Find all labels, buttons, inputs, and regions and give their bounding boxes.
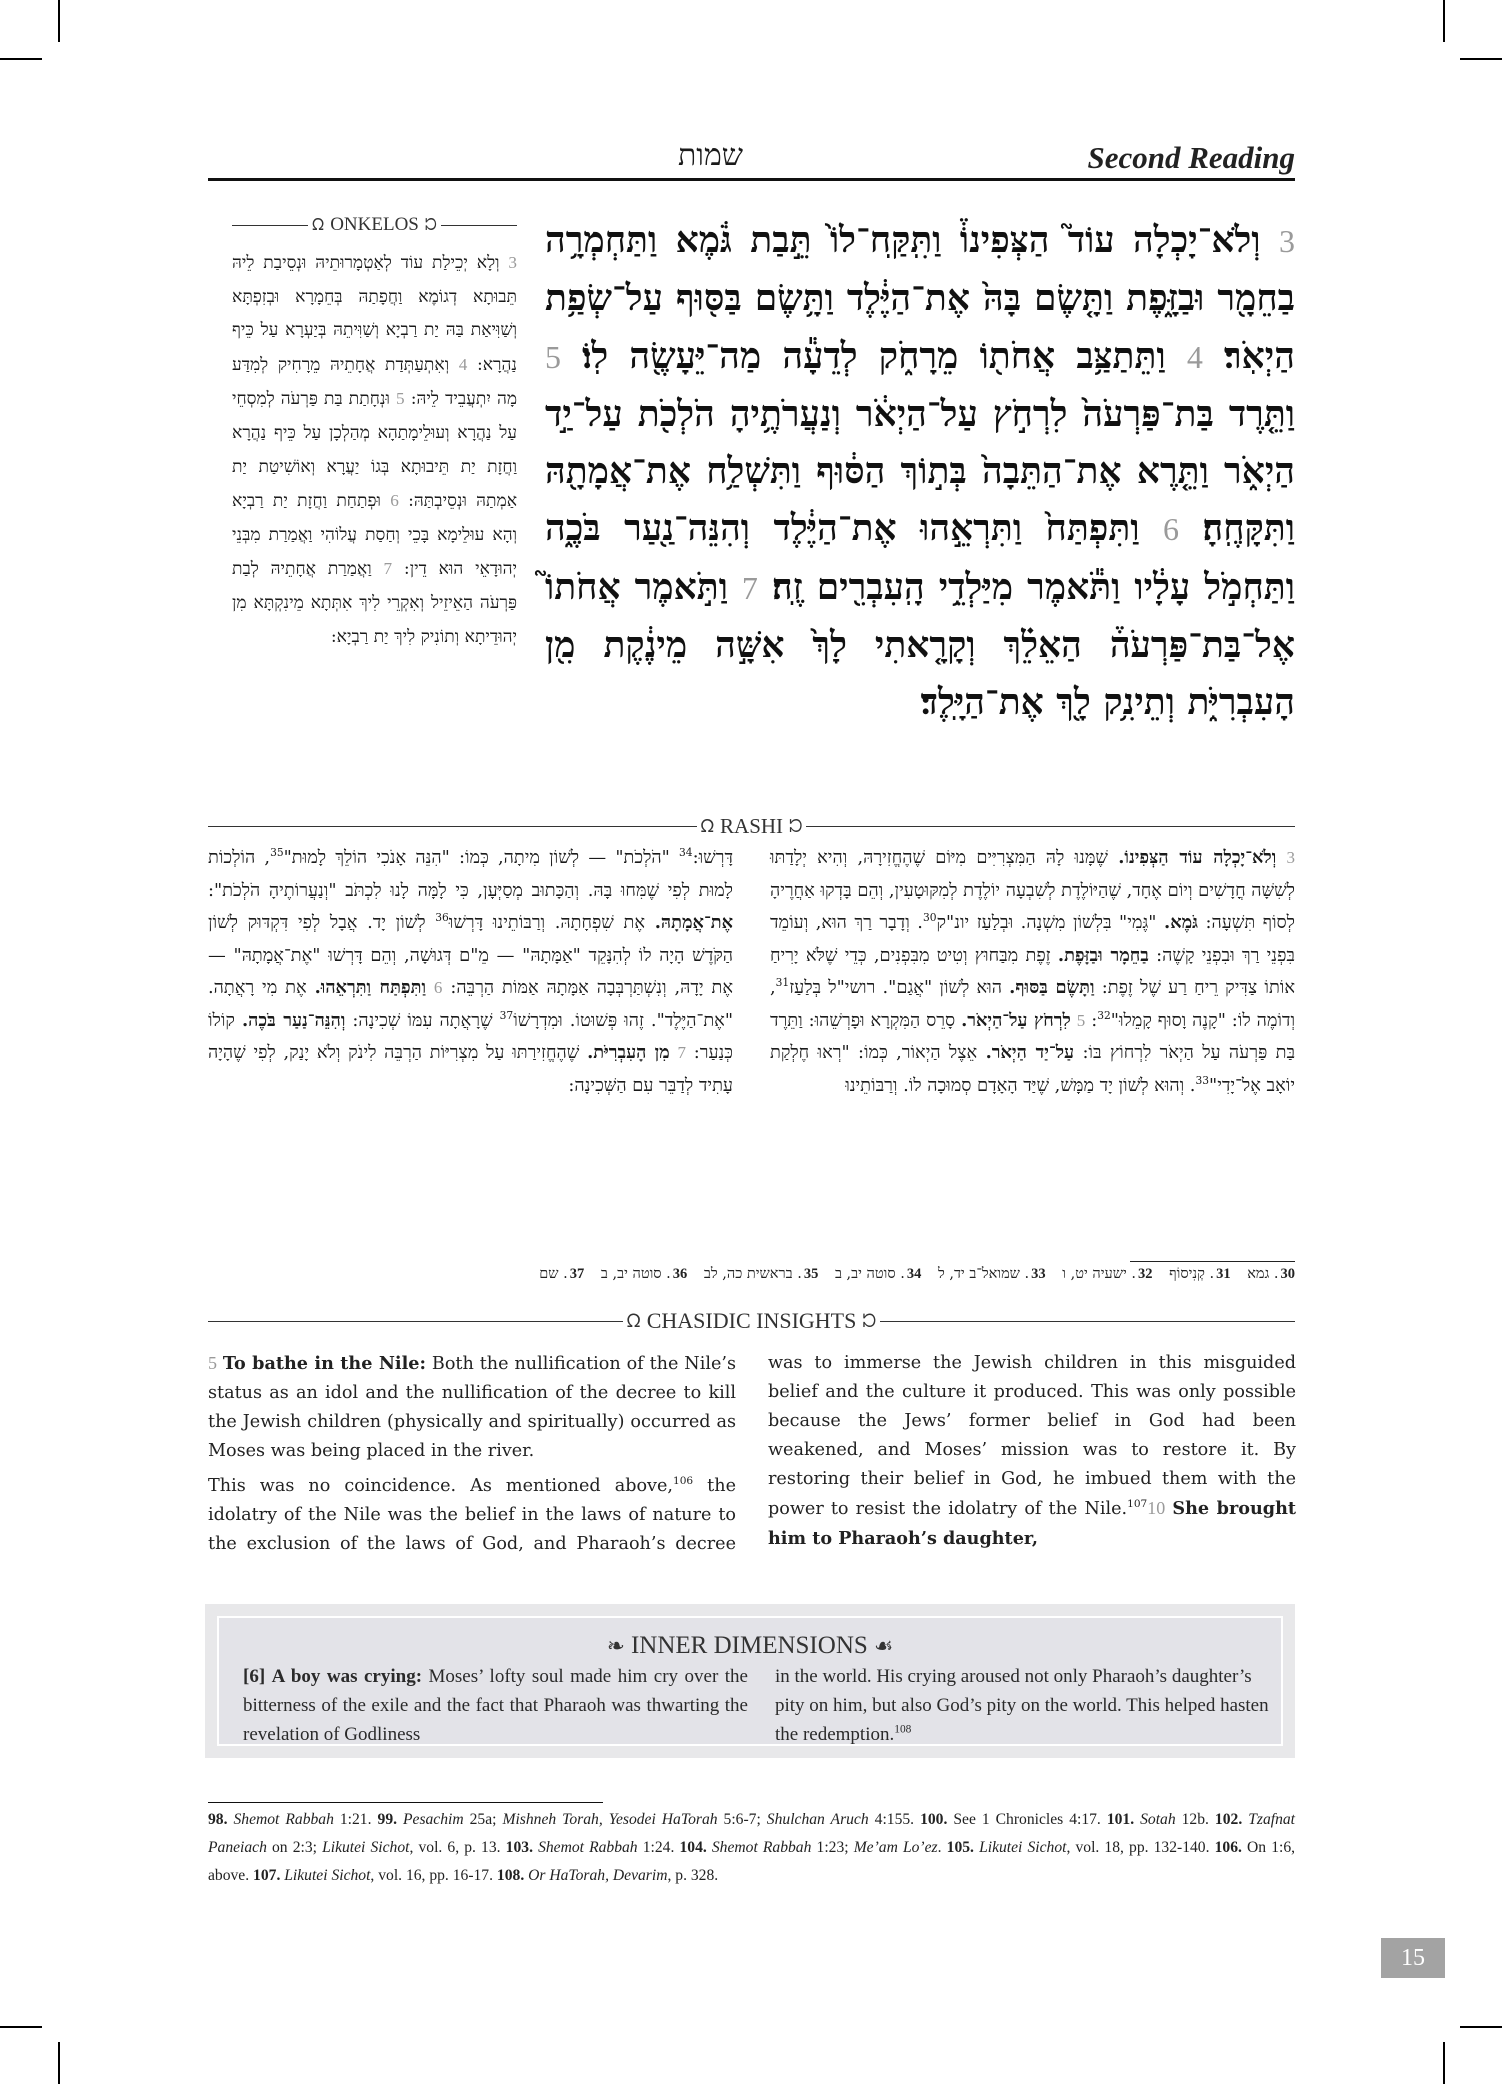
torah-text: [545, 212, 1295, 732]
rashi-lemma: וְהִנֵּה־נַעַר בֹּכֶה.: [241, 1009, 346, 1031]
footnote-text: , vol. 16, pp. 16-17.: [370, 1867, 494, 1884]
footnote: [378, 1811, 915, 1828]
divider: [441, 225, 517, 226]
rashi-comment: זֶפֶת מִבַּחוּץ וְטִיט מִבִּפְנִים, כְּדֵי שֶׁלֹּא יָרִיחַ אוֹתוֹ צַדִּיק רֵיחַ רַע שֶׁל זֶפֶת:: [770, 944, 1296, 998]
rashi-comment: :: [1091, 1009, 1098, 1031]
footnote-source-title: Sotah: [1140, 1811, 1176, 1828]
divider: [208, 1321, 623, 1322]
rashi-heading-label: RASHI: [720, 814, 784, 838]
verse-number: 5: [396, 389, 405, 409]
onkelos-heading-label: ONKELOS: [330, 214, 419, 235]
rashi-comment: שֶׁרָאֲתָה עִמּוֹ שְׁכִינָה:: [352, 1009, 500, 1031]
inner-dimensions-number: [6]: [243, 1666, 266, 1687]
rashi-column-left: [208, 842, 733, 1102]
crop-mark-bottom-left-v: [58, 2042, 60, 2084]
footnote-source-title: Shemot Rabbah: [538, 1839, 638, 1856]
footnote-text: See 1 Chronicles 4:17.: [953, 1811, 1101, 1828]
rashi-comment: אֵצֶל הַיְאוֹר, כְּמוֹ: "רְאוּ חֶלְקַת יוֹאָב אֶל־יָדִי": [770, 1042, 1295, 1096]
fleuron-right-icon: ᘰ: [789, 816, 803, 837]
fleuron-left-icon: ᘯ: [700, 816, 715, 837]
rashi-footnote: 33. שמואל־ב יד, ל: [937, 1266, 1046, 1282]
rashi-comment: אֶת מִי רָאֲתָה. "אֶת־הַיֶּלֶד". זֶהוּ פְּשׁוּטוֹ. וּמִדְרָשׁוֹ: [208, 977, 734, 1031]
inner-dimensions-box: [205, 1604, 1295, 1758]
verse-number: 7: [741, 569, 758, 606]
footnote-ref[interactable]: 32: [1097, 1008, 1111, 1022]
footnote-number: 36: [672, 1266, 688, 1282]
torah-verse: וְלֹא־יָכְלָה עוֹד֮ הַצְּפִינוֹ֒ וַתִּֽקַּֽח־לוֹ֙ תֵּ֣בַת גֹּ֔מֶא וַתַּחְמְרָ֥ה בַחֵמָ֖ר וּבַזָּ֑פֶת וַתָּ֤שֶׂם בָּהּ֙ אֶת־הַיֶּ֔לֶד וַתָּ֥שֶׂם בַּסּ֖וּף עַל־שְׂפַ֥ת הַיְאֹֽר׃: [545, 219, 1295, 377]
rashi-comment: דָּרְשׁוּ:: [692, 847, 733, 868]
rashi-comment: . וְדָבָר רַךְ הוּא, וְעוֹמֵד בִּפְנֵי רַךְ וּבִפְנֵי קָשֶׁה:: [770, 912, 1295, 966]
onkelos-verse: וְלָא יְכֵילַת עוֹד לְאַטְמָרוּתֵיהּ וּנְסֵיבַת לֵיהּ תֵּבוּתָא דְגוֹמֶא וַחֲפָתַהּ בְּחֵמָרָא וּבְזִפְתָּא וְשַׁוִּיאַת בַּהּ יַת רַבְיָא וְשַׁוִּיתֵהּ בְּיַעְרָא עַל כֵּיף נַהֲרָא:: [232, 253, 517, 375]
onkelos-text: [232, 246, 517, 654]
footnote-source-title: Mishneh Torah, Yesodei HaTorah: [502, 1811, 718, 1828]
footnote: [947, 1839, 1210, 1856]
fleuron-left-icon: ❧: [606, 1634, 625, 1659]
footnote-ref[interactable]: 107: [1127, 1498, 1148, 1511]
page-number: 15: [1381, 1938, 1445, 1978]
rashi-footnotes: [208, 1266, 1295, 1283]
chasidic-lemma: To bathe in the Nile:: [222, 1353, 426, 1374]
rashi-footnote: 32. ישעיה יט, ו: [1062, 1266, 1153, 1282]
rashi-comment: , וְדוֹמֶה לוֹ: "קָנֶה וָסוּף קָמֵלוּ": [770, 977, 1296, 1031]
footnote-text: , p. 328.: [667, 1867, 719, 1884]
footnote-ref[interactable]: 106: [673, 1475, 694, 1488]
footnote-number: 101.: [1106, 1811, 1141, 1828]
rashi-lemma: גֹּמֶא.: [1164, 912, 1199, 933]
footnote-text: שמואל־ב יד, ל: [937, 1266, 1020, 1282]
verse-number: 7: [383, 559, 393, 579]
footnote-text: שם: [539, 1266, 559, 1282]
footnote-text: ישעיה יט, ו: [1062, 1266, 1127, 1282]
footnote-source-title: Tzafnat Paneiach: [208, 1811, 1295, 1856]
inner-dimensions-lemma: A boy was crying:: [271, 1666, 423, 1687]
footnote-text: 1:24.: [637, 1839, 675, 1856]
rashi-comment: סָרֵס הַמִּקְרָא וּפָרְשֵׁהוּ: וַתֵּרֶד בַּת פַּרְעֹה עַל הַיְאֹר לִרְחוֹץ בּוֹ:: [770, 1009, 1296, 1063]
chasidic-column-right: [768, 1349, 1296, 1581]
footnote-source-title: Likutei Sichot: [284, 1867, 371, 1884]
footnote-number: 107.: [253, 1867, 285, 1884]
divider: [806, 826, 1295, 827]
footnote-text: on 2:3;: [266, 1839, 323, 1856]
chasidic-paragraph: [208, 1472, 736, 1559]
footnote: [506, 1839, 675, 1856]
rashi-heading: [208, 814, 1295, 839]
footnote-number: 34: [906, 1266, 922, 1282]
footnote-text: 1:21.: [333, 1811, 372, 1828]
rashi-footnote: 31. קְנִיסוֹף: [1169, 1266, 1231, 1282]
rashi-comment: שֶׁמָּנוּ לָהּ הַמִּצְרִיִּים מִיּוֹם שֶׁהֶחֱזִירָהּ, וְהִיא יְלָדַתּוּ לְשִׁשָּׁה חֳדָשִׁים וְיוֹם אֶחָד, שֶׁהַיּוֹלֶדֶת לְשִׁבְעָה יוֹלֶדֶת לְמִקּוּטָעִין, וְהֵם בָּדְקוּ אַחֲרֶיהָ לְסוֹף תִּשְׁעָה:: [770, 847, 1295, 933]
fleuron-left-icon: ᘯ: [626, 1310, 641, 1332]
verse-number: 6: [1163, 511, 1180, 548]
fleuron-right-icon: ☙: [874, 1634, 894, 1659]
footnote-text: 12b.: [1175, 1811, 1209, 1828]
rashi-footnote: 36. סוטה יב, ב: [600, 1266, 688, 1282]
rashi-lemma: מִן הָעִבְרִיֹּת.: [587, 1042, 670, 1063]
chasidic-text: This was no coincidence. As mentioned above,: [208, 1476, 673, 1496]
onkelos-verse: וּנְחָתַת בַּת פַּרְעֹה לְמִסְחֵי עַל נַהֲרָא וְעוּלֵימָתַהָא מְהַלְכָן עַל כֵּיף נַהֲרָא וַחֲזָת יַת תֵּיבוּתָא בְּגוֹ יַעֲרָא וְאוֹשִׁיטַת יַת אַמְתַהּ וּנְסֵיבְתַּהּ:: [232, 389, 518, 512]
inner-dimensions-column-left: [243, 1662, 748, 1749]
verse-number: 3: [508, 253, 517, 272]
footnote-number: 35: [803, 1266, 819, 1282]
footnote-divider: [1130, 1261, 1295, 1262]
inner-dimensions-frame: [217, 1616, 1283, 1746]
footnote: [253, 1867, 493, 1884]
footnote-number: 31: [1216, 1266, 1231, 1282]
footnote-number: 102.: [1214, 1811, 1249, 1828]
footnote-source-title: Pesachim: [403, 1811, 464, 1828]
footnote-divider: [208, 1802, 603, 1803]
footnote-text: סוטה יב, ב: [600, 1266, 662, 1282]
footnote-ref[interactable]: 30: [922, 911, 937, 925]
footnote-number: 33: [1031, 1266, 1046, 1282]
verse-number: 3: [1286, 848, 1295, 867]
chasidic-heading-label: CHASIDIC INSIGHTS: [646, 1308, 857, 1333]
footnote-ref[interactable]: 34: [679, 846, 693, 860]
footnote: [1107, 1811, 1209, 1828]
footnote-text: 5:6-7;: [717, 1811, 767, 1828]
torah-verse: וַתֵּתַצַּ֥ב אֲחֹת֖וֹ מֵרָחֹ֑ק לְדֵעָ֕ה מַה־יֵּעָשֶׂ֖ה לֽוֹ׃: [582, 334, 1166, 377]
footnote: [208, 1811, 372, 1828]
crop-mark-top-right-v: [1443, 0, 1445, 42]
footnote-text: .: [937, 1839, 942, 1856]
torah-verse: וַתִּפְתַּח֙ וַתִּרְאֵ֣הוּ אֶת־הַיֶּ֔לֶד וְהִנֵּה־נַ֖עַר בֹּכֶ֑ה וַתַּחְמֹ֣ל עָלָ֔יו וַתֹּ֕אמֶר מִיַּלְדֵ֥י הָֽעִבְרִ֖ים זֶֽה׃: [545, 507, 1295, 608]
book-title-hebrew: שמות: [678, 138, 743, 173]
verse-number: 5: [208, 1353, 217, 1373]
crop-mark-top-left-v: [58, 0, 60, 42]
footnote-number: 99.: [377, 1811, 403, 1828]
footnote-source-title: Shemot Rabbah: [233, 1811, 334, 1828]
rashi-lemma: בַחֵמָר וּבַזָּפֶת.: [1057, 944, 1149, 966]
torah-verse: וַתֵּ֤רֶד בַּת־פַּרְעֹה֙ לִרְחֹ֣ץ עַל־הַיְאֹ֔ר וְנַעֲרֹתֶ֥יהָ הֹלְכֹ֖ת עַל־יַ֣ד הַיְאֹ֑ר וַתֵּ֤רֶא אֶת־הַתֵּבָה֙ בְּת֣וֹךְ הַסּ֔וּף וַתִּשְׁלַ֥ח אֶת־אֲמָתָ֖הּ וַתִּקָּחֶֽהָ׃: [545, 392, 1295, 550]
verse-number: 6: [390, 491, 399, 511]
rashi-comment: "גֶּמִי" בִּלְשׁוֹן מִשְׁנָה. וּבְלַעַז יונ"ק: [936, 912, 1157, 933]
footnote-source-title: Or HaTorah, Devarim: [528, 1867, 668, 1884]
footnote-ref[interactable]: 33: [1195, 1073, 1210, 1087]
fleuron-left-icon: ᘯ: [311, 215, 325, 234]
footnote-ref[interactable]: 36: [435, 911, 449, 925]
chasidic-paragraph-continued: [768, 1349, 1296, 1554]
footnote-text: , vol. 18, pp. 132-140.: [1066, 1839, 1210, 1856]
rashi-comment: שֶׁהֶחֱזִירַתּוּ עַל מִצְרִיּוֹת הַרְבֵּה לִינֹק וְלֹא יָנַק, לְפִי שֶׁהָיָה עָתִיד לְדַבֵּר עִם הַשְּׁכִינָה:: [208, 1042, 733, 1096]
verse-number: 6: [433, 978, 443, 997]
footnote-number: 108.: [496, 1867, 529, 1884]
footnote-text: גמא: [1247, 1266, 1270, 1282]
footnote-text: On 1:6, above.: [208, 1839, 1296, 1884]
onkelos-verse: וּפְתַחַת וַחֲזָת יַת רַבְיָא וְהָא עוּלֵימָא בָּכֵי וְחַסַת עֲלוֹהִי וַאֲמַרַת מִבְּנֵי יְהוּדָאֵי הוּא דֵין:: [232, 491, 517, 580]
rashi-comment: "הֹלְכֹת" — לְשׁוֹן מִיתָה, כְּמוֹ: "הִנֵּה אָנֹכִי הוֹלֵךְ לָמוּת": [283, 847, 680, 868]
crop-mark-bottom-right-v: [1443, 2042, 1445, 2084]
onkelos-heading: [232, 214, 517, 236]
rashi-comment: קוֹלוֹ כְּנַעַר:: [208, 1009, 733, 1063]
onkelos-verse: וְאִתְעַתְּדַת אֲחָתֵיהּ מֵרָחִיק לְמִדַּע מָה יִתְעֲבֵיד לֵיהּ:: [232, 354, 518, 410]
chasidic-column-left: [208, 1349, 736, 1565]
chasidic-text: was to immerse the Jewish children in this misguided belief and the culture it produced. This was only possible because the Jews’ former belief in God had been weakened, and Moses’ mission was to restore it. By restoring their belief in God, he imbued them with the power to resist the idolatry of the Nile.: [768, 1353, 1296, 1519]
footnote-text: 4:155.: [868, 1811, 915, 1828]
footnote-text: סוטה יב, ב: [834, 1266, 896, 1282]
rashi-footnote: 37. שם: [539, 1266, 585, 1282]
footnote: [497, 1867, 718, 1884]
verse-number: 5: [545, 338, 561, 375]
chasidic-lemma: She brought him to Pharaoh’s daughter,: [768, 1498, 1296, 1549]
inner-dimensions-heading-label: INNER DIMENSIONS: [630, 1632, 868, 1659]
rashi-comment: . וְהוּא לְשׁוֹן יָד מַמָּשׁ, שֶׁיַּד הָאָדָם סְמוּכָה לוֹ. וְרַבּוֹתֵינוּ: [845, 1074, 1196, 1096]
rashi-lemma: אֶת־אֲמָתָהּ.: [654, 912, 734, 933]
footnote-number: 106.: [1214, 1839, 1248, 1856]
footnote-source-title: Me’am Lo’ez: [853, 1839, 938, 1856]
verse-number: 4: [1186, 338, 1203, 375]
verse-number: 3: [1278, 223, 1295, 259]
torah-verse: וַתֹּ֣אמֶר אֲחֹתוֹ֮ אֶל־בַּת־פַּרְעֹה֒ הַאֵלֵ֗ךְ וְקָרָ֤אתִי לָךְ֙ אִשָּׁ֣ה מֵינֶ֔קֶת מִ֖ן הָעִבְרִיֹּ֑ת וְתֵינִ֥ק לָ֖ךְ אֶת־הַיָּֽלֶד׃: [545, 565, 1295, 724]
footnote-ref[interactable]: 31: [775, 976, 790, 990]
inner-dimensions-text: in the world. His crying aroused not only Pharaoh’s daughter’s pity on him, but also God’s pity on the world. This helped hasten the redemption.: [775, 1666, 1269, 1745]
fleuron-right-icon: ᘰ: [862, 1310, 877, 1332]
footnote-ref[interactable]: 37: [499, 1008, 514, 1022]
rashi-column-right: [770, 842, 1295, 1102]
footnote-number: 98.: [208, 1811, 234, 1828]
footnote-number: 30: [1280, 1266, 1295, 1282]
footnote-ref[interactable]: 35: [270, 846, 284, 860]
footnote-number: 37: [569, 1266, 585, 1282]
footnotes: [208, 1806, 1295, 1890]
crop-mark-top-left-h: [0, 58, 42, 60]
rashi-footnote: 35. בראשית כה, לב: [703, 1266, 819, 1282]
footnote-text: 1:23;: [811, 1839, 854, 1856]
running-header: [208, 136, 1295, 181]
inner-dimensions-text: Moses’ lofty soul made him cry over the bitterness of the exile and the fact that Pharaoh was thwarting the revelation of Godliness: [243, 1666, 748, 1745]
rashi-lemma: וַתִּפְתַּח וַתִּרְאֵהוּ.: [314, 977, 426, 998]
verse-number: 10: [1147, 1498, 1166, 1518]
rashi-footnote: 30. גמא: [1247, 1266, 1295, 1282]
rashi-comment: הוּא לְשׁוֹן "אֲגַם". רושי"ל בְּלַעַז: [789, 977, 1002, 998]
footnote-number: 100.: [920, 1811, 954, 1828]
footnote-number: 105.: [946, 1839, 980, 1856]
footnote-source-title: Likutei Sichot: [979, 1839, 1067, 1856]
chasidic-paragraph: [208, 1349, 736, 1466]
divider: [232, 225, 308, 226]
chasidic-text: Both the nullification of the Nile’s status as an idol and the nullification of the decree to kill the Jewish children (physically and spiritually) occurred as Moses was being placed in the river.: [208, 1354, 736, 1461]
footnote-text: , vol. 6, p. 13.: [409, 1839, 501, 1856]
section-title: Second Reading: [1087, 140, 1295, 175]
footnote-text: 25a;: [463, 1811, 503, 1828]
footnote-source-title: Likutei Sichot: [322, 1839, 410, 1856]
inner-dimensions-column-right: [775, 1662, 1280, 1749]
fleuron-right-icon: ᘰ: [424, 215, 438, 234]
rashi-comment: אֶת שִׁפְחָתָהּ. וְרַבּוֹתֵינוּ דָּרְשׁוּ: [448, 912, 646, 933]
crop-mark-top-right-h: [1460, 58, 1502, 60]
footnote: [920, 1811, 1101, 1828]
inner-dimensions-heading: [219, 1632, 1281, 1660]
footnote-number: 32: [1138, 1266, 1153, 1282]
rashi-comment: לְשׁוֹן יָד. אֲבָל לְפִי דִּקְדּוּק לְשׁוֹן הַקֹּדֶשׁ הָיָה לוֹ לְהִנָּקֵד "אַמָּתָהּ" — מֵ"ם דְּגוּשָׁה, וְהֵם דָּרְשׁוּ "אֶת־אֲמָתָהּ" — אֶת יָדָהּ, וְנִשְׁתַּרְבְּבָה אַמָּתָהּ אַמּוֹת הַרְבֵּה:: [208, 912, 734, 998]
footnote-source-title: Shemot Rabbah: [711, 1839, 812, 1856]
rashi-lemma: עַל־יַד הַיְאֹר.: [985, 1042, 1075, 1063]
divider: [880, 1321, 1295, 1322]
verse-number: 7: [677, 1043, 686, 1062]
rashi-lemma: וְלֹא־יָכְלָה עוֹד הַצְּפִינוֹ.: [1118, 847, 1277, 868]
footnote: [679, 1839, 941, 1856]
verse-number: 5: [1076, 1010, 1086, 1030]
footnote-source-title: Shulchan Aruch: [766, 1811, 869, 1828]
rashi-footnote: 34. סוטה יב, ב: [834, 1266, 922, 1282]
footnote-number: 103.: [505, 1839, 539, 1856]
chasidic-heading: [208, 1308, 1295, 1334]
verse-number: 4: [458, 354, 468, 374]
divider: [208, 826, 697, 827]
rashi-lemma: לִרְחֹץ עַל־הַיְאֹר.: [961, 1009, 1071, 1031]
footnote-ref[interactable]: 108: [894, 1723, 912, 1736]
footnote-number: 104.: [679, 1839, 712, 1856]
crop-mark-bottom-left-h: [0, 2026, 42, 2028]
chasidic-text: the idolatry of the Nile was the belief in the laws of nature to the exclusion of the laws of God, and Pharaoh’s decree: [208, 1476, 736, 1554]
crop-mark-bottom-right-h: [1460, 2026, 1502, 2028]
rashi-lemma: וַתָּשֶׂם בַּסּוּף.: [1009, 977, 1095, 998]
rashi-comment: , הוֹלְכוֹת לָמוּת לְפִי שֶׁמִּחוּ בָּהּ. וְהַכָּתוּב מְסַיְּעָן, כִּי לָמָּה לָנוּ לִכְתֹּב "וְנַעֲרוֹתֶיהָ הֹלְכֹת":: [208, 847, 733, 901]
footnote-text: בראשית כה, לב: [703, 1266, 793, 1282]
onkelos-verse: וַאֲמַרַת אֲחָתֵיהּ לְבַת פַּרְעֹה הַאֵיזֵיל וְאִקְרֵי לִיךְ אִתְּתָא מֵינִקְתָּא מִן יְהוּדֵיתָא וְתוֹנִיק לִיךְ יַת רַבְיָא:: [232, 559, 517, 647]
footnote-text: קְנִיסוֹף: [1169, 1266, 1205, 1282]
